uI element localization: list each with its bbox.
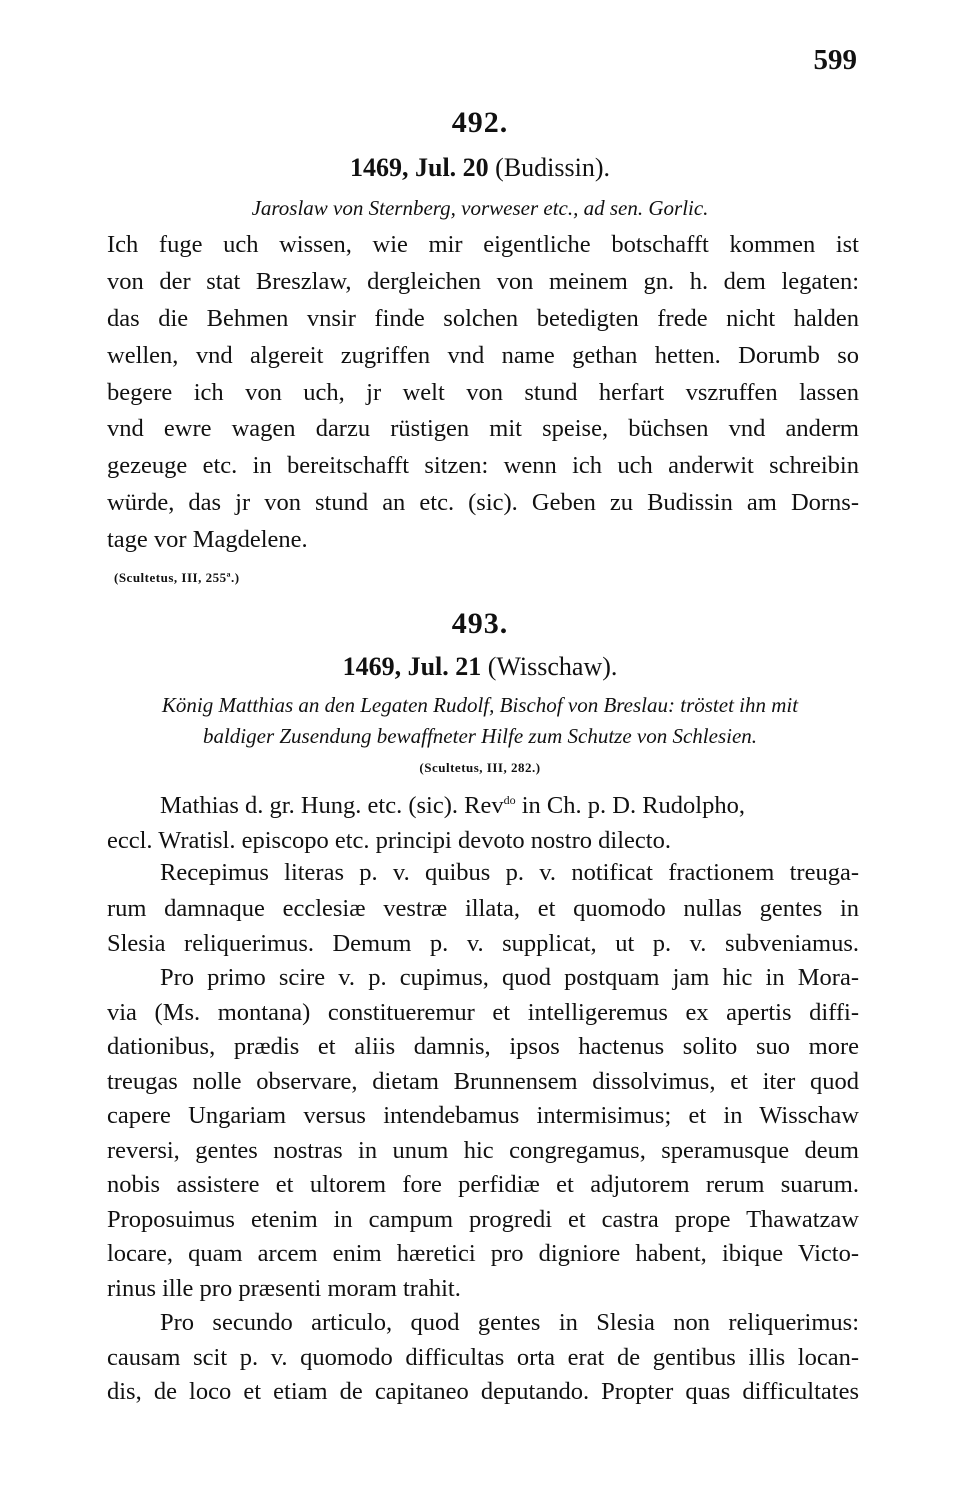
document-date: 1469, Jul. 20 xyxy=(349,153,489,182)
text-line: würde, das jr von stund an etc. (sic). Geben zu Budissin am Dorns- xyxy=(107,489,859,516)
text-line: rum damnaque ecclesiæ vestræ illata, et quomodo nullas gentes in xyxy=(107,895,859,922)
text-line: Recepimus literas p. v. quibus p. v. notificat fractionem treuga- xyxy=(160,859,859,886)
document-heading: Jaroslaw von Sternberg, vorweser etc., ad sen. Gorlic. xyxy=(251,196,709,220)
text-line: tage vor Magdelene. xyxy=(107,526,308,553)
document-heading: baldiger Zusendung bewaffneter Hilfe zum Schutze von Schlesien. xyxy=(202,724,758,748)
text-line: causam scit p. v. quomodo difficultas orta erat de gentibus illis locan- xyxy=(107,1344,859,1371)
text-line: treugas nolle observare, dietam Brunnensem dissolvimus, et iter quod xyxy=(107,1068,859,1095)
document-date: 1469, Jul. 21 xyxy=(342,652,482,681)
text-line: Proposuimus etenim in campum progredi et castra prope Thawatzaw xyxy=(107,1206,859,1233)
salutation-line: eccl. Wratisl. episcopo etc. principi devoto nostro dilecto. xyxy=(107,827,671,854)
text-line: rinus ille pro præsenti moram trahit. xyxy=(107,1275,461,1302)
page-number: 599 xyxy=(813,44,857,76)
text-line: nobis assistere et ultorem fore perfidiæ et adjutorem rerum suarum. xyxy=(107,1171,859,1198)
salutation-superscript: do xyxy=(503,792,516,807)
text-line: dis, de loco et etiam de capitaneo deputando. Propter quas difficultates xyxy=(107,1378,859,1405)
salutation-text: Mathias d. gr. Hung. etc. (sic). Rev xyxy=(160,792,504,819)
text-line: vnd ewre wagen darzu rüstigen mit speise, büchsen vnd anderm xyxy=(107,415,859,442)
text-line: capere Ungariam versus intendebamus intermisimus; et in Wisschaw xyxy=(107,1102,859,1129)
text-line: von der stat Breszlaw, dergleichen von meinem gn. h. dem legaten: xyxy=(107,268,859,295)
text-line: wellen, vnd algereit zugriffen vnd name gethan hetten. Dorumb so xyxy=(107,342,859,369)
text-line: das die Behmen vnsir finde solchen betedigten frede nicht halden xyxy=(107,305,859,332)
text-line: begere ich von uch, jr welt von stund herfart vszruffen lassen xyxy=(107,379,859,406)
salutation-text: in Ch. p. D. Rudolpho, xyxy=(515,792,745,819)
document-number: 493. xyxy=(451,607,509,640)
salutation-line xyxy=(160,791,859,821)
text-line: dationibus, prædis et aliis damnis, ipsos hactenus solito suo more xyxy=(107,1033,859,1060)
text-line: Slesia reliquerimus. Demum p. v. supplicat, ut p. v. subveniamus. xyxy=(107,930,859,957)
source-citation: (Scultetus, III, 255ª.) xyxy=(114,570,240,585)
document-date-line xyxy=(0,153,960,183)
document-date-line xyxy=(0,652,960,682)
document-heading: König Matthias an den Legaten Rudolf, Bischof von Breslau: tröstet ihn mit xyxy=(161,693,799,717)
text-line: Pro secundo articulo, quod gentes in Slesia non reliquerimus: xyxy=(160,1309,859,1336)
text-line: reversi, gentes nostras in unum hic congregamus, speramusque deum xyxy=(107,1137,859,1164)
text-line: Pro primo scire v. p. cupimus, quod postquam jam hic in Mora- xyxy=(160,964,859,991)
source-citation: (Scultetus, III, 282.) xyxy=(419,760,541,775)
text-line: Ich fuge uch wissen, wie mir eigentliche botschafft kommen ist xyxy=(107,231,859,258)
document-place: (Budissin). xyxy=(495,153,611,182)
text-line: gezeuge etc. in bereitschafft sitzen: wenn ich uch anderwit schreibin xyxy=(107,452,859,479)
text-line: locare, quam arcem enim hæretici pro digniore habent, ibique Victo- xyxy=(107,1240,859,1267)
document-place: (Wisschaw). xyxy=(487,652,618,681)
document-number: 492. xyxy=(451,106,509,139)
text-line: via (Ms. montana) constitueremur et intelligeremus ex apertis diffi- xyxy=(107,999,859,1026)
